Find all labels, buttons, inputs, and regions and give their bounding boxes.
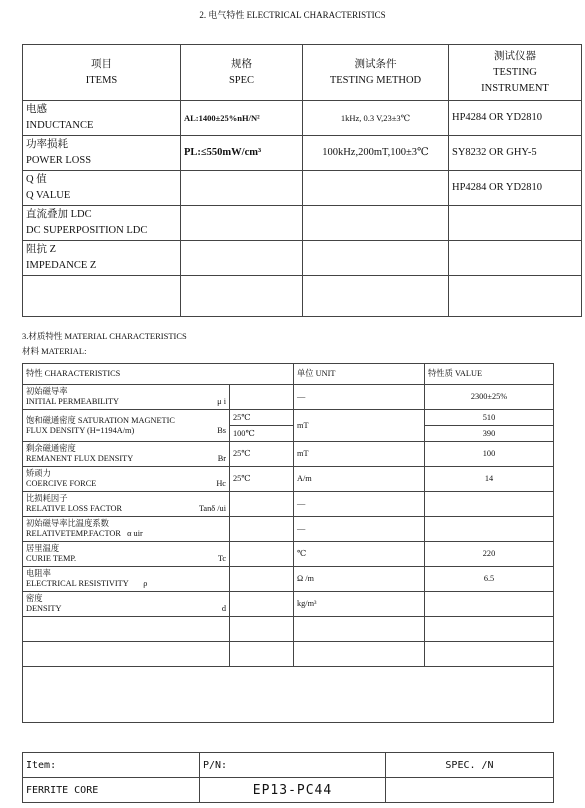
table-row bbox=[23, 241, 582, 276]
unit-cell: mT bbox=[294, 410, 425, 442]
char-cell: 矫顽力 COERCIVE FORCE Hc bbox=[23, 467, 230, 492]
value-cell: 2300±25% bbox=[425, 385, 554, 410]
unit-cell: kg/m³ bbox=[294, 592, 425, 617]
char-cell: 剩余磁通密度 REMANENT FLUX DENSITY Br bbox=[23, 442, 230, 467]
cond-cell bbox=[230, 567, 294, 592]
cond-cell bbox=[230, 492, 294, 517]
unit-cell: — bbox=[294, 517, 425, 542]
section-title-electrical: 2. 电气特性 ELECTRICAL CHARACTERISTICS bbox=[199, 10, 386, 20]
value-cell: 510 bbox=[425, 410, 554, 426]
char-cell: 初始磁导率 INITIAL PERMEABILITY μ i bbox=[23, 385, 230, 410]
table-row-blank-area bbox=[23, 667, 554, 723]
spec-cell: PL:≤550mW/cm³ bbox=[181, 136, 303, 171]
method-cell: 1kHz, 0.3 V,23±3℃ bbox=[303, 101, 449, 136]
table-row bbox=[23, 492, 554, 517]
instrument-cell bbox=[449, 206, 582, 241]
table-row bbox=[23, 467, 554, 492]
value-cell: 14 bbox=[425, 467, 554, 492]
item-cell: 阻抗 Z IMPEDANCE Z bbox=[23, 241, 181, 276]
spec-cell bbox=[181, 171, 303, 206]
cond-cell bbox=[230, 542, 294, 567]
cond-cell: 25℃ bbox=[230, 410, 294, 426]
header-value: 特性质 VALUE bbox=[425, 364, 554, 385]
electrical-header-row bbox=[23, 45, 582, 101]
spec-cell: AL:1400±25%nH/N² bbox=[181, 101, 303, 136]
table-row bbox=[23, 206, 582, 241]
item-value: FERRITE CORE bbox=[23, 778, 200, 803]
unit-cell: Ω /m bbox=[294, 567, 425, 592]
method-cell: 100kHz,200mT,100±3℃ bbox=[303, 136, 449, 171]
value-cell bbox=[425, 517, 554, 542]
material-label: 材料 MATERIAL: bbox=[22, 346, 87, 356]
table-row-empty bbox=[23, 276, 582, 317]
method-cell bbox=[303, 171, 449, 206]
char-cell: 初始磁导率比温度系数 RELATIVETEMP.FACTOR α uir bbox=[23, 517, 230, 542]
value-cell bbox=[425, 492, 554, 517]
unit-cell: mT bbox=[294, 442, 425, 467]
spec-label: SPEC. /N bbox=[386, 753, 554, 778]
title-block-labels bbox=[23, 753, 554, 778]
instrument-cell bbox=[449, 241, 582, 276]
pn-label: P/N: bbox=[200, 753, 386, 778]
table-row bbox=[23, 410, 554, 426]
material-header-row bbox=[23, 364, 554, 385]
value-cell bbox=[425, 592, 554, 617]
char-cell: 电阻率 ELECTRICAL RESISTIVITY ρ bbox=[23, 567, 230, 592]
spec-cell bbox=[181, 241, 303, 276]
electrical-table bbox=[22, 44, 582, 317]
table-row bbox=[23, 171, 582, 206]
char-cell: 密度 DENSITY d bbox=[23, 592, 230, 617]
table-row bbox=[23, 517, 554, 542]
spec-value bbox=[386, 778, 554, 803]
value-cell: 390 bbox=[425, 426, 554, 442]
value-cell: 220 bbox=[425, 542, 554, 567]
table-row bbox=[23, 385, 554, 410]
cond-cell: 25℃ bbox=[230, 442, 294, 467]
unit-cell: ℃ bbox=[294, 542, 425, 567]
header-unit: 单位 UNIT bbox=[294, 364, 425, 385]
cond-cell bbox=[230, 517, 294, 542]
method-cell bbox=[303, 206, 449, 241]
item-cell: Q 值 Q VALUE bbox=[23, 171, 181, 206]
method-cell bbox=[303, 241, 449, 276]
item-cell: 功率损耗 POWER LOSS bbox=[23, 136, 181, 171]
header-spec: 规格 SPEC bbox=[181, 45, 303, 101]
table-row bbox=[23, 567, 554, 592]
title-block bbox=[22, 752, 554, 803]
char-cell: 居里温度 CURIE TEMP. Tc bbox=[23, 542, 230, 567]
instrument-cell: HP4284 OR YD2810 bbox=[449, 101, 582, 136]
header-characteristics: 特性 CHARACTERISTICS bbox=[23, 364, 294, 385]
header-items: 项目 ITEMS bbox=[23, 45, 181, 101]
char-cell: 比损耗因子 RELATIVE LOSS FACTOR Tanδ /ui bbox=[23, 492, 230, 517]
spec-cell bbox=[181, 206, 303, 241]
char-cell: 饱和磁通密度 SATURATION MAGNETIC FLUX DENSITY (H=1194A/m) Bs bbox=[23, 410, 230, 442]
cond-cell bbox=[230, 592, 294, 617]
instrument-cell: SY8232 OR GHY-5 bbox=[449, 136, 582, 171]
unit-cell: A/m bbox=[294, 467, 425, 492]
item-cell: 直流叠加 LDC DC SUPERPOSITION LDC bbox=[23, 206, 181, 241]
cond-cell bbox=[230, 385, 294, 410]
title-block-values bbox=[23, 778, 554, 803]
cond-cell: 25℃ bbox=[230, 467, 294, 492]
header-method: 测试条件 TESTING METHOD bbox=[303, 45, 449, 101]
material-table bbox=[22, 363, 554, 723]
table-row-empty bbox=[23, 642, 554, 667]
item-cell: 电感 INDUCTANCE bbox=[23, 101, 181, 136]
table-row bbox=[23, 592, 554, 617]
table-row bbox=[23, 101, 582, 136]
unit-cell: — bbox=[294, 492, 425, 517]
part-number: EP13-PC44 bbox=[200, 778, 386, 803]
value-cell: 100 bbox=[425, 442, 554, 467]
value-cell: 6.5 bbox=[425, 567, 554, 592]
table-row-empty bbox=[23, 617, 554, 642]
table-row bbox=[23, 542, 554, 567]
item-label: Item: bbox=[23, 753, 200, 778]
instrument-cell: HP4284 OR YD2810 bbox=[449, 171, 582, 206]
section-title-material: 3.材质特性 MATERIAL CHARACTERISTICS bbox=[22, 331, 187, 341]
header-instrument: 测试仪器 TESTING INSTRUMENT bbox=[449, 45, 582, 101]
table-row bbox=[23, 136, 582, 171]
cond-cell: 100℃ bbox=[230, 426, 294, 442]
unit-cell: — bbox=[294, 385, 425, 410]
table-row bbox=[23, 442, 554, 467]
